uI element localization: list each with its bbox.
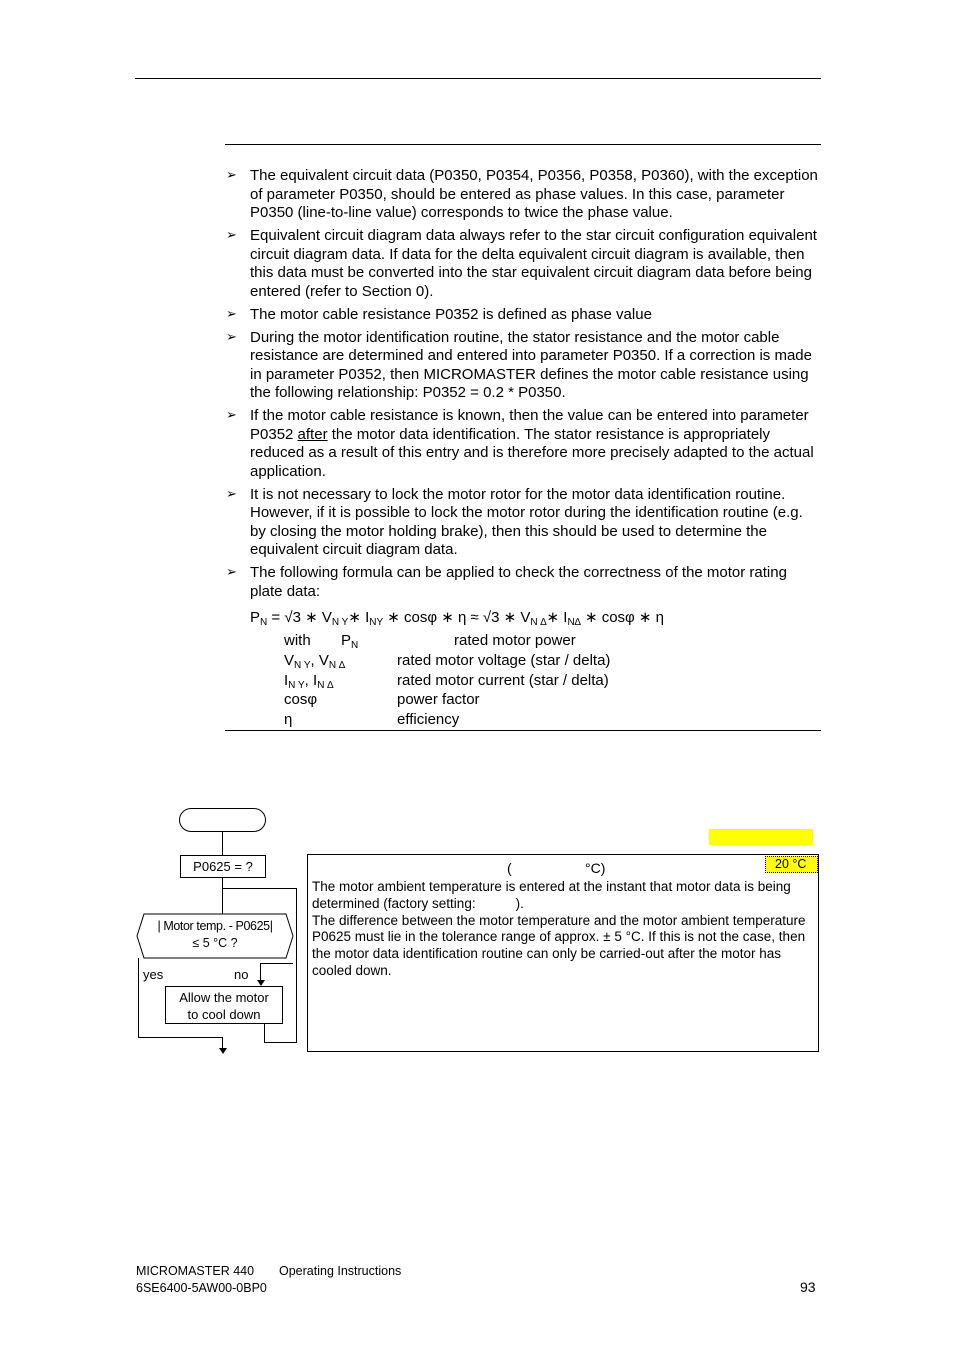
legend-pn-symbol: $P_N$ [341,632,359,651]
notes-list [226,167,821,606]
legend-with: with [284,632,311,649]
legend-eta-desc: efficiency [397,711,460,728]
cool-down-line1: Allow the motor [179,990,269,1005]
page-number: 93 [800,1279,816,1295]
legend-cos-symbol: cosφ [284,691,318,708]
p0625-label: P0625 = ? [193,859,253,874]
cool-down-line2: to cool down [187,1007,261,1022]
no-branch-line [260,963,293,964]
loop-return-line [264,1024,265,1042]
default-value-badge: 20 °C [765,856,818,873]
legend-eta-symbol: η [284,711,293,728]
header-rule [135,78,821,79]
decision-text-line2: ≤ 5 °C ? [192,936,238,950]
exit-arrow-icon [219,1048,227,1054]
power-formula: $P_N = √3$ ∗ $V_{N Y}∗$ $I_{NY}$ ∗ cosφ ∗ η ≈ √3 ∗ $V_{N \Delta}∗$ $I_{N\Delta}$ ∗ cosφ ∗ η [250,609,665,628]
note-item: ➢ If the motor cable resistance is known, then the value can be entered into parameter P0352 after the motor data identification. The stator resistance is appropriately reduced as a result of this entry and is therefore more precisely adapted to the actual application. [226,407,814,480]
yes-label: yes [143,967,164,982]
section-top-rule [225,144,821,145]
loop-return-line [223,888,297,889]
bullet-arrow-icon: ➢ [226,306,237,322]
legend-cos-desc: power factor [397,691,480,708]
note-item: ➢ The following formula can be applied to check the correctness of the motor rating plate data: [226,564,787,600]
bullet-arrow-icon: ➢ [226,228,237,243]
p0625-description: The motor ambient temperature is entered at the instant that motor data is being determined (factory setting: ). The difference between the motor temperature and the motor ambient temperature P0625 must lie in the tolerance range of approx. ± 5 °C. If this is not the case, then the motor data identification routine can only be carried-out after the motor has cooled down. [312,879,806,978]
bullet-arrow-icon: ➢ [226,408,237,423]
legend-i-symbol: $I_{N Y}$, $I_{N \Delta}$ [284,672,334,691]
panel-header-unit: °C) [585,860,606,876]
bullet-arrow-icon: ➢ [226,565,237,580]
legend-pn-desc: rated motor power [454,632,576,649]
yes-branch-line [138,1037,223,1038]
legend-v-symbol: $V_{N Y}$, $V_{N \Delta}$ [284,652,345,671]
flow-line [222,878,223,914]
decision-text-line1: | Motor temp. - P0625| [157,919,273,933]
footer-product: MICROMASTER 440 [136,1264,255,1278]
bullet-arrow-icon: ➢ [226,168,237,183]
flowchart-start-terminal [179,808,266,832]
no-branch-line [260,963,261,981]
no-label: no [234,967,249,982]
note-item: ➢ It is not necessary to lock the motor rotor for the motor data identification routine. However, if it is possible to lock the motor rotor during the identification routine (e.g. by closing the motor holding brake), then this should be used to determine the equivalent circuit diagram data. [226,485,803,558]
note-item: ➢ The motor cable resistance P0352 is defined as phase value [226,305,652,323]
highlight-mark [709,829,813,845]
legend-v-desc: rated motor voltage (star / delta) [397,652,611,669]
underlined-after: after [297,425,328,443]
legend-i-desc: rated motor current (star / delta) [397,672,609,689]
bullet-arrow-icon: ➢ [226,329,237,345]
footer-order-number: 6SE6400-5AW00-0BP0 [136,1281,267,1295]
loop-return-line [296,888,297,1043]
note-item: ➢ Equivalent circuit diagram data always refer to the star circuit configuration equivalent circuit diagram data. If data for the delta equivalent circuit diagram is available, then this data must be converted into the star equivalent circuit diagram data before being entered (refer to Section 0). [226,227,817,300]
flow-line [222,832,223,856]
section-bottom-rule [225,730,821,731]
note-item: ➢ During the motor identification routine, the stator resistance and the motor cable resistance are determined and entered into parameter P0350. If a correction is made in parameter P0352, then MICROMASTER defines the motor cable resistance using the following relationship: P0352 = 0.2 * P0350. [226,328,812,401]
note-item: ➢ The equivalent circuit data (P0350, P0354, P0356, P0358, P0360), with the exception of parameter P0350, should be entered as phase values. In this case, parameter P0350 (line-to-line value) corresponds to twice the phase value. [226,167,818,221]
footer-doc-title: Operating Instructions [279,1264,402,1278]
yes-branch-line [138,958,139,1038]
bullet-arrow-icon: ➢ [226,486,237,502]
loop-return-line [264,1042,297,1043]
panel-header-open: ( [507,860,512,876]
